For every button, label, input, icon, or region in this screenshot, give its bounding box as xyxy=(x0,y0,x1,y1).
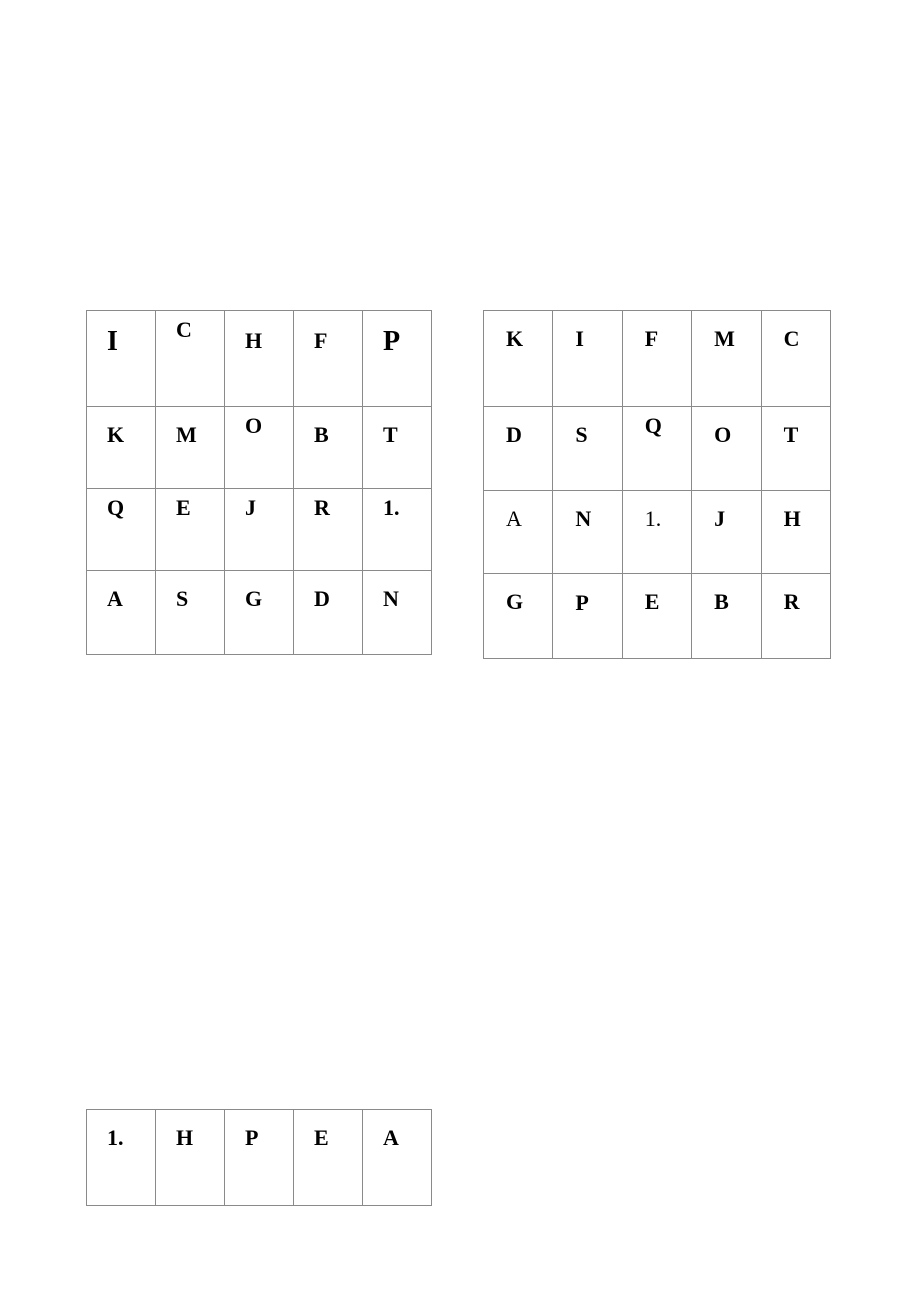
grid-cell: 1. xyxy=(622,491,691,574)
grid-cell: K xyxy=(484,311,553,407)
grid-row xyxy=(484,311,831,407)
grid-cell: K xyxy=(87,407,156,489)
grid-cell: A xyxy=(484,491,553,574)
grid-cell: G xyxy=(484,574,553,659)
grid-row xyxy=(484,574,831,659)
grid-cell: A xyxy=(363,1110,432,1206)
grid-cell: R xyxy=(294,489,363,571)
grid-row xyxy=(87,489,432,571)
grid-cell: F xyxy=(294,311,363,407)
grid-cell: Q xyxy=(622,407,691,491)
grid-cell: E xyxy=(156,489,225,571)
grid-row xyxy=(484,407,831,491)
grid-row xyxy=(87,407,432,489)
grid-row xyxy=(484,491,831,574)
letter-grid-top-right xyxy=(483,310,831,659)
grid-row xyxy=(87,311,432,407)
grid-cell: I xyxy=(553,311,622,407)
grid-cell: D xyxy=(294,571,363,655)
grid-cell: P xyxy=(363,311,432,407)
grid-cell: I xyxy=(87,311,156,407)
grid-cell: T xyxy=(761,407,830,491)
grid-cell: C xyxy=(156,311,225,407)
grid-cell: O xyxy=(692,407,761,491)
grid-cell: S xyxy=(156,571,225,655)
grid-cell: H xyxy=(225,311,294,407)
grid-cell: N xyxy=(363,571,432,655)
grid-cell: D xyxy=(484,407,553,491)
grid-cell: O xyxy=(225,407,294,489)
grid-cell: G xyxy=(225,571,294,655)
grid-cell: C xyxy=(761,311,830,407)
grid-cell: Q xyxy=(87,489,156,571)
grid-cell: B xyxy=(294,407,363,489)
letter-grid-bottom xyxy=(86,1109,432,1206)
grid-cell: M xyxy=(692,311,761,407)
grid-cell: B xyxy=(692,574,761,659)
grid-cell: H xyxy=(761,491,830,574)
grid-cell: M xyxy=(156,407,225,489)
grid-cell: 1. xyxy=(87,1110,156,1206)
grid-row xyxy=(87,571,432,655)
grid-cell: J xyxy=(692,491,761,574)
grid-cell: R xyxy=(761,574,830,659)
grid-cell: P xyxy=(553,574,622,659)
grid-cell: E xyxy=(294,1110,363,1206)
grid-cell: T xyxy=(363,407,432,489)
grid-row xyxy=(87,1110,432,1206)
grid-cell: N xyxy=(553,491,622,574)
letter-grid-top-left xyxy=(86,310,432,655)
grid-cell: A xyxy=(87,571,156,655)
grid-cell: F xyxy=(622,311,691,407)
grid-cell: H xyxy=(156,1110,225,1206)
grid-cell: S xyxy=(553,407,622,491)
grid-cell: E xyxy=(622,574,691,659)
grid-cell: 1. xyxy=(363,489,432,571)
grid-cell: P xyxy=(225,1110,294,1206)
grid-cell: J xyxy=(225,489,294,571)
